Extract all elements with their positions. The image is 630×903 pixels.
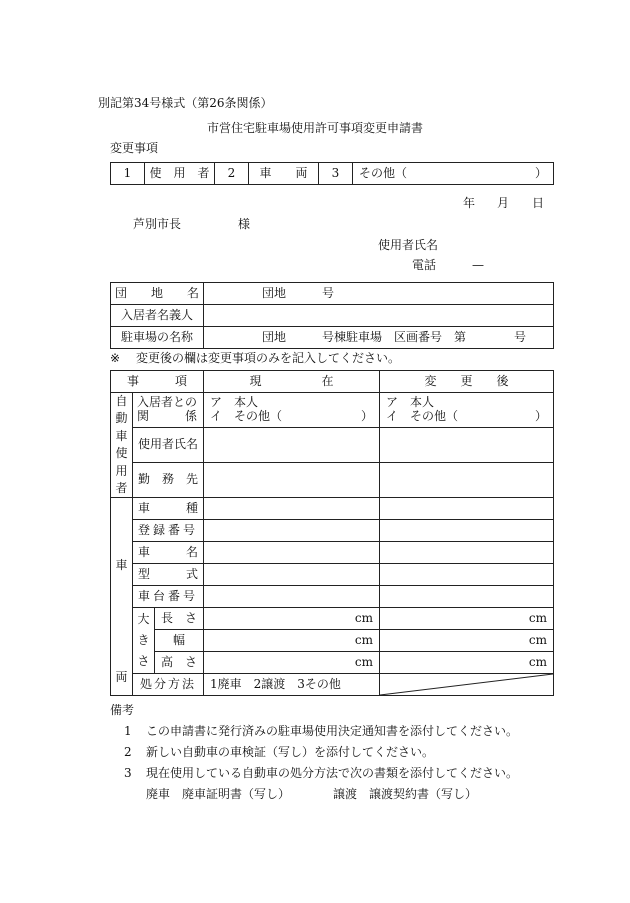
width-current-unit[interactable]: cm xyxy=(204,630,380,652)
phone-dash: — xyxy=(472,258,484,272)
other-label: その他（ xyxy=(359,165,408,180)
height-after-unit[interactable]: cm xyxy=(380,652,554,674)
addressee-honorific: 様 xyxy=(238,217,251,231)
workplace-label: 勤 務 先 xyxy=(133,463,204,498)
height-label: 高 さ xyxy=(155,652,204,674)
note-symbol: ※ xyxy=(110,351,121,365)
info-table xyxy=(110,282,554,349)
remark-number: 2 xyxy=(124,745,132,759)
chassis-current[interactable] xyxy=(204,586,380,608)
width-after-unit[interactable]: cm xyxy=(380,630,554,652)
page-title: 市営住宅駐車場使用許可事項変更申請書 xyxy=(206,121,423,135)
change-items-heading: 変更事項 xyxy=(110,141,159,155)
change-item-vehicle[interactable]: 車 両 xyxy=(249,163,319,185)
user-name-current[interactable] xyxy=(204,428,380,463)
danchi-label: 団 地 名 xyxy=(111,283,204,305)
relation-label-line2: 関 係 xyxy=(137,409,198,424)
relation-after[interactable] xyxy=(380,393,554,428)
car-name-after[interactable] xyxy=(380,542,554,564)
remarks-heading: 備考 xyxy=(110,703,135,717)
change-item-user[interactable]: 使 用 者 xyxy=(145,163,215,185)
disposal-after-struck xyxy=(380,674,554,696)
workplace-current[interactable] xyxy=(204,463,380,498)
remark-sub-transfer: 譲渡 譲渡契約書（写し） xyxy=(333,787,478,801)
relation-label-line1: 入居者との xyxy=(137,395,198,410)
remark-number: 1 xyxy=(124,724,132,738)
group-car-label xyxy=(111,498,133,696)
main-table xyxy=(110,370,554,696)
reg-no-after[interactable] xyxy=(380,520,554,542)
length-after-unit[interactable]: cm xyxy=(380,608,554,630)
danchi-value[interactable]: 団地 号 xyxy=(204,283,554,305)
group-car-char1: 車 xyxy=(115,558,128,573)
group-car-char2: 両 xyxy=(115,669,128,684)
header-current: 現 在 xyxy=(204,371,380,393)
car-type-after[interactable] xyxy=(380,498,554,520)
remark-text: この申請書に発行済みの駐車場使用決定通知書を添付してください。 xyxy=(146,724,519,738)
relation-after-close: ） xyxy=(535,409,548,424)
relation-current-close: ） xyxy=(361,409,374,424)
header-after: 変 更 後 xyxy=(380,371,554,393)
relation-current[interactable] xyxy=(204,393,380,428)
form-id: 別記第34号様式（第26条関係） xyxy=(98,96,273,110)
remark-sub-disposal: 廃車 廃車証明書（写し） xyxy=(146,787,291,801)
disposal-options[interactable]: 1廃車 2譲渡 3その他 xyxy=(204,674,380,696)
relation-current-a: ア 本人 xyxy=(210,395,259,410)
model-after[interactable] xyxy=(380,564,554,586)
header-item: 事 項 xyxy=(111,371,204,393)
width-label: 幅 xyxy=(155,630,204,652)
resident-label: 入居者名義人 xyxy=(111,305,204,327)
remark-text: 新しい自動車の車検証（写し）を添付してください。 xyxy=(146,745,435,759)
model-label: 型 式 xyxy=(133,564,204,586)
size-label: 大きさ xyxy=(133,608,155,674)
resident-value[interactable] xyxy=(204,305,554,327)
car-name-label: 車 名 xyxy=(133,542,204,564)
user-name-after[interactable] xyxy=(380,428,554,463)
chassis-after[interactable] xyxy=(380,586,554,608)
remark-text: 現在使用している自動車の処分方法で次の書類を添付してください。 xyxy=(146,766,519,780)
workplace-after[interactable] xyxy=(380,463,554,498)
other-close: ） xyxy=(534,165,547,180)
remark-number: 3 xyxy=(124,766,132,780)
car-name-current[interactable] xyxy=(204,542,380,564)
change-item-other[interactable] xyxy=(353,163,554,185)
relation-after-a: ア 本人 xyxy=(386,395,435,410)
car-type-current[interactable] xyxy=(204,498,380,520)
car-type-label: 車 種 xyxy=(133,498,204,520)
parking-value[interactable]: 団地 号棟駐車場 区画番号 第 号 xyxy=(204,327,554,349)
model-current[interactable] xyxy=(204,564,380,586)
change-item-number: 3 xyxy=(319,163,353,185)
phone-label: 電話 xyxy=(412,258,437,272)
reg-no-label: 登録番号 xyxy=(133,520,204,542)
length-current-unit[interactable]: cm xyxy=(204,608,380,630)
user-name-label: 使用者氏名 xyxy=(133,428,204,463)
change-items-table xyxy=(110,162,554,185)
group-user-label: 自動車使用者 xyxy=(111,393,133,498)
applicant-name-label: 使用者氏名 xyxy=(378,238,439,252)
relation-after-i: イ その他（ xyxy=(386,409,459,424)
date-day: 日 xyxy=(532,196,545,210)
change-item-number: 2 xyxy=(215,163,249,185)
date-month: 月 xyxy=(497,196,510,210)
note-text: 変更後の欄は変更事項のみを記入してください。 xyxy=(136,351,401,365)
date-year: 年 xyxy=(463,196,476,210)
reg-no-current[interactable] xyxy=(204,520,380,542)
addressee: 芦別市長 xyxy=(133,217,182,231)
relation-current-i: イ その他（ xyxy=(210,409,283,424)
chassis-label: 車台番号 xyxy=(133,586,204,608)
relation-label xyxy=(133,393,204,428)
disposal-label: 処分方法 xyxy=(133,674,204,696)
diagonal-line xyxy=(380,674,553,695)
length-label: 長 さ xyxy=(155,608,204,630)
change-item-number: 1 xyxy=(111,163,145,185)
parking-label: 駐車場の名称 xyxy=(111,327,204,349)
height-current-unit[interactable]: cm xyxy=(204,652,380,674)
